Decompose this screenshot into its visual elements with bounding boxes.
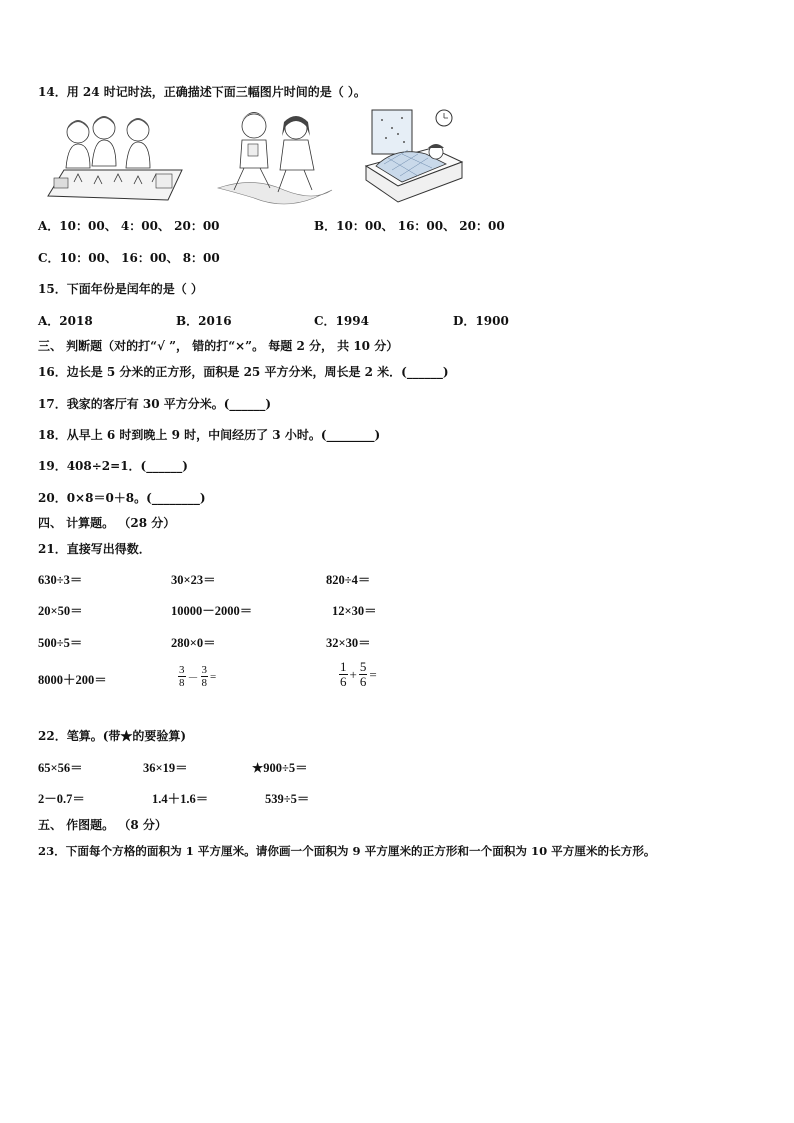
- q21-item: 32×30＝: [326, 636, 371, 650]
- q20: 20．0×8＝0＋8。(________): [38, 491, 206, 505]
- q18: 18．从早上 6 时到晚上 9 时，中间经历了 3 小时。(________): [38, 428, 381, 442]
- q22-item: 36×19＝: [143, 761, 188, 775]
- q21-item: 30×23＝: [171, 573, 216, 587]
- q21-stem: 21．直接写出得数．: [38, 542, 151, 556]
- q15-option-c: C．1994: [314, 314, 369, 328]
- kids-crafting-illustration: [44, 108, 184, 208]
- q22-item: 539÷5＝: [265, 792, 310, 806]
- q22-item: ★900÷5＝: [252, 761, 308, 775]
- q21-item: 10000－2000＝: [171, 604, 253, 618]
- q21-item: 20×50＝: [38, 604, 83, 618]
- q14-option-b: B．10：00、 16：00、 20：00: [314, 219, 505, 233]
- q21-fraction-expression-2: 1 6 + $\frac{5}{6}$ =: [340, 659, 377, 689]
- q15-option-a: A．2018: [38, 314, 93, 328]
- q16: 16．边长是 5 分米的正方形，面积是 25 平方分米，周长是 2 米．(______): [38, 365, 449, 379]
- section-5-heading: 五、 作图题。 （8 分）: [38, 818, 167, 832]
- q14-option-c: C．10：00、 16：00、 8：00: [38, 251, 220, 265]
- q21-item: 500÷5＝: [38, 636, 83, 650]
- child-sleeping-illustration: [362, 106, 466, 210]
- q22-item: 1.4＋1.6＝: [152, 792, 209, 806]
- q15-stem: 15．下面年份是闰年的是（ ）: [38, 282, 203, 296]
- q19: 19．408÷2=1．(______): [38, 459, 188, 473]
- q21-item: 820÷4＝: [326, 573, 371, 587]
- q15-option-b: B．2016: [176, 314, 232, 328]
- q17: 17．我家的客厅有 30 平方分米。(______): [38, 397, 272, 411]
- q21-item: 8000＋200＝: [38, 673, 107, 687]
- q14-stem: 14．用 24 时记时法，正确描述下面三幅图片时间的是（ ）。: [38, 85, 366, 99]
- q22-item: 65×56＝: [38, 761, 83, 775]
- q21-item: 12×30＝: [332, 604, 377, 618]
- section-4-heading: 四、 计算题。 （28 分）: [38, 516, 176, 530]
- section-3-heading: 三、 判断题（对的打“√ ”， 错的打“×”。 每题 2 分， 共 10 分）: [38, 339, 399, 353]
- q21-item: 280×0＝: [171, 636, 216, 650]
- q21-item: 630÷3＝: [38, 573, 83, 587]
- q14-option-a: A．10：00、 4：00、 20：00: [38, 219, 220, 233]
- kids-running-illustration: [214, 106, 338, 210]
- q22-item: 2－0.7＝: [38, 792, 85, 806]
- q23: 23．下面每个方格的面积为 1 平方厘米。请你画一个面积为 9 平方厘米的正方形和一个面积为 10 平方厘米的长方形。: [38, 844, 656, 858]
- q21-fraction-expression-1: 3 8 － $\frac{3}{8}$ =: [179, 664, 217, 689]
- q15-option-d: D．1900: [453, 314, 509, 328]
- q22-stem: 22．笔算。(带★的要验算): [38, 729, 187, 743]
